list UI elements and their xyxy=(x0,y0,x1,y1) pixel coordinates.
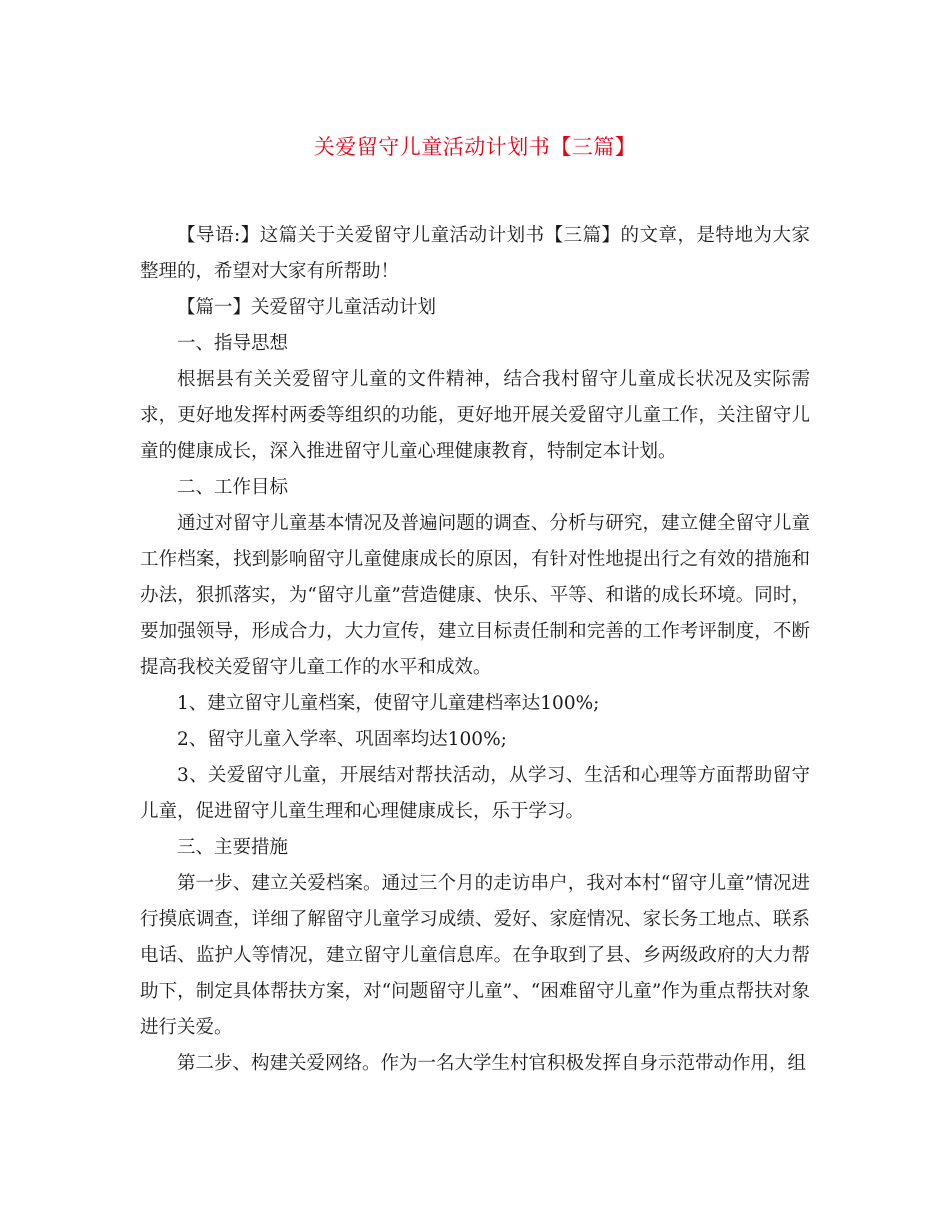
document-body xyxy=(140,218,810,1082)
document-title: 关爱留守儿童活动计划书【三篇】 xyxy=(313,135,637,159)
goal-item-3: 3、关爱留守儿童，开展结对帮扶活动，从学习、生活和心理等方面帮助留守儿童，促进留守儿童生理和心理健康成长，乐于学习。 xyxy=(140,765,810,822)
paragraph-step-one: 第一步、建立关爱档案。通过三个月的走访串户，我对本村“留守儿童”情况进行摸底调查，详细了解留守儿童学习成绩、爱好、家庭情况、家长务工地点、联系电话、监护人等情况，建立留守儿童信息库。在争取到了县、乡两级政府的大力帮助下，制定具体帮扶方案，对“问题留守儿童”、“困难留守儿童”作为重点帮扶对象进行关爱。 xyxy=(140,873,810,1038)
section-heading-part-one: 【篇一】关爱留守儿童活动计划 xyxy=(177,297,437,318)
goal-item-2: 2、留守儿童入学率、巩固率均达100%; xyxy=(177,729,507,750)
paragraph-work-goals: 通过对留守儿童基本情况及普遍问题的调查、分析与研究，建立健全留守儿童工作档案，找到影响留守儿童健康成长的原因，有针对性地提出行之有效的措施和办法，狠抓落实，为“留守儿童”营造健康、快乐、平等、和谐的成长环境。同时，要加强领导，形成合力，大力宣传，建立目标责任制和完善的工作考评制度，不断提高我校关爱留守儿童工作的水平和成效。 xyxy=(140,513,810,678)
paragraph-step-two: 第二步、构建关爱网络。作为一名大学生村官积极发挥自身示范带动作用，组 xyxy=(177,1053,807,1074)
paragraph-guiding-ideology: 根据县有关关爱留守儿童的文件精神，结合我村留守儿童成长状况及实际需求，更好地发挥村两委等组织的功能，更好地开展关爱留守儿童工作，关注留守儿童的健康成长，深入推进留守儿童心理健康教育，特制定本计划。 xyxy=(140,369,810,462)
heading-guiding-ideology: 一、指导思想 xyxy=(177,333,289,354)
heading-main-measures: 三、主要措施 xyxy=(177,837,289,858)
heading-work-goals: 二、工作目标 xyxy=(177,477,289,498)
goal-item-1: 1、建立留守儿童档案，使留守儿童建档率达100%; xyxy=(177,693,600,714)
intro-paragraph: 【导语:】这篇关于关爱留守儿童活动计划书【三篇】的文章，是特地为大家整理的，希望对大家有所帮助！ xyxy=(140,225,810,282)
